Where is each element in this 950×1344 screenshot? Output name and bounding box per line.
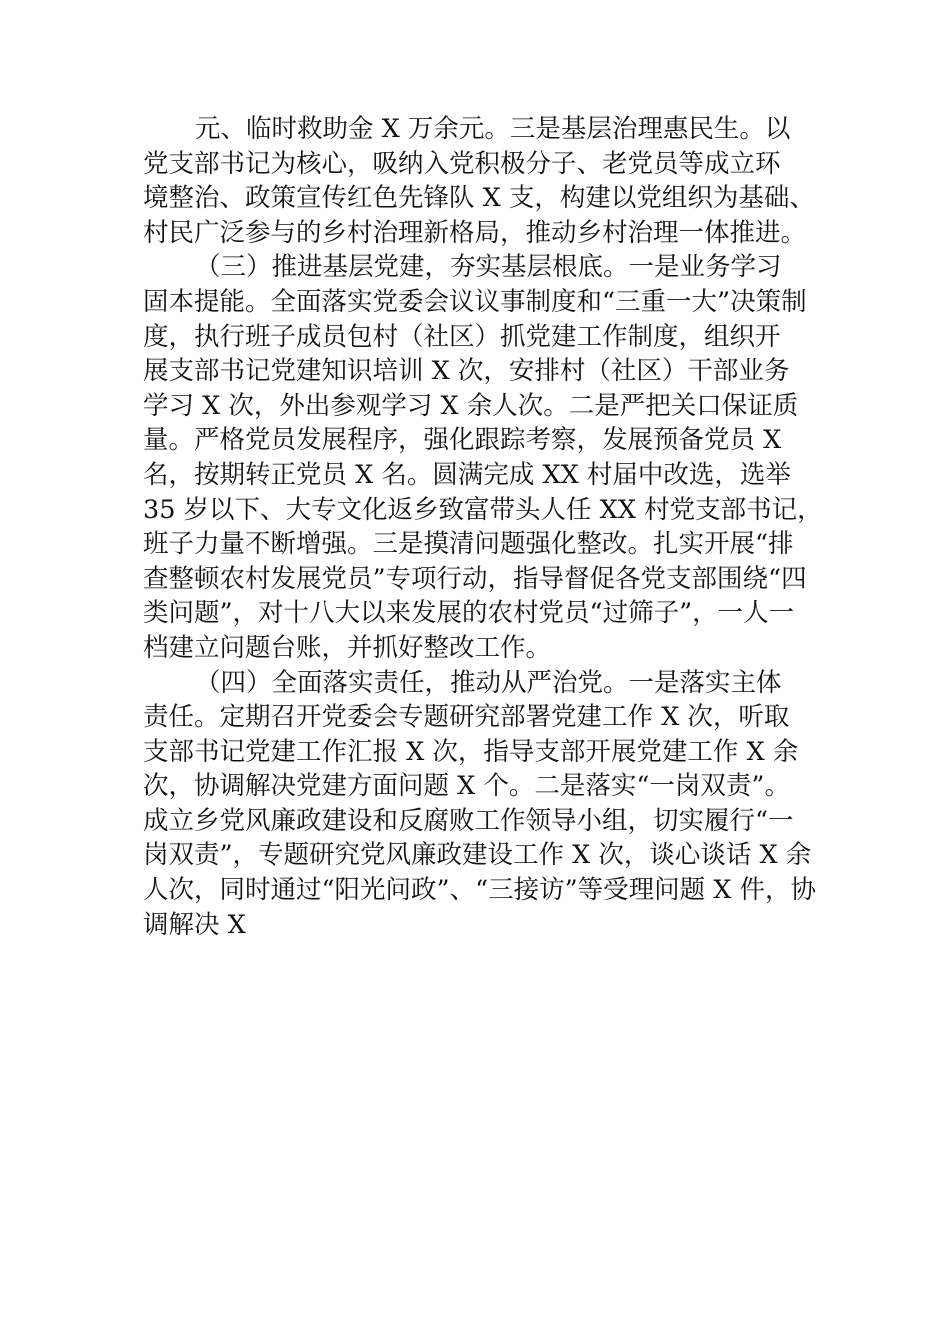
paragraph-line: 人次，同时通过“阳光问政”、“三接访”等受理问题 X 件，协 (143, 875, 817, 906)
paragraph-line: 党支部书记为核心，吸纳入党积极分子、老党员等成立环 (143, 148, 781, 179)
paragraph-line: 类问题”，对十八大以来发展的农村党员“过筛子”，一人一 (143, 598, 795, 629)
paragraph-line: 35 岁以下、大专文化返乡致富带头人任 XX 村党支部书记， (143, 494, 823, 525)
paragraph-line: 元、临时救助金 X 万余元。三是基层治理惠民生。以 (195, 114, 791, 144)
section-heading-line: （四）全面落实责任，推动从严治党。一是落实主体 (195, 667, 782, 698)
document-body (143, 112, 833, 942)
paragraph-line: 量。严格党员发展程序，强化跟踪考察，发展预备党员 X (143, 425, 782, 456)
paragraph-line: 村民广泛参与的乡村治理新格局，推动乡村治理一体推进。 (143, 217, 807, 248)
paragraph-line: 班子力量不断增强。三是摸清问题强化整改。扎实开展“排 (143, 529, 794, 560)
paragraph-line: 成立乡党风廉政建设和反腐败工作领导小组，切实履行“一 (143, 805, 794, 836)
paragraph-line: 支部书记党建工作汇报 X 次，指导支部开展党建工作 X 余 (143, 736, 799, 767)
paragraph-line: 档建立问题台账，并抓好整改工作。 (143, 632, 552, 663)
paragraph-line: 境整治、政策宣传红色先锋队 X 支，构建以党组织为基础、 (143, 183, 815, 214)
paragraph-line: 调解决 X (143, 909, 246, 940)
paragraph-line: 固本提能。全面落实党委会议议事制度和“三重一大”决策制 (143, 286, 807, 317)
paragraph-line: 责任。定期召开党委会专题研究部署党建工作 X 次，听取 (143, 702, 790, 733)
paragraph-line: 度，执行班子成员包村（社区）抓党建工作制度，组织开 (143, 321, 781, 352)
paragraph-line: 查整顿农村发展党员”专项行动，指导督促各党支部围绕“四 (143, 563, 807, 594)
paragraph-line: 名，按期转正党员 X 名。圆满完成 XX 村届中改选，选举 (143, 459, 791, 490)
paragraph-line: 展支部书记党建知识培训 X 次，安排村（社区）干部业务 (143, 356, 790, 387)
paragraph-line: 岗双责”，专题研究党风廉政建设工作 X 次，谈心谈话 X 余 (143, 840, 812, 871)
section-heading-line: （三）推进基层党建，夯实基层根底。一是业务学习 (195, 252, 782, 283)
paragraph-line: 学习 X 次，外出参观学习 X 余人次。二是严把关口保证质 (143, 390, 799, 421)
paragraph-line: 次，协调解决党建方面问题 X 个。二是落实“一岗双责”。 (143, 771, 790, 802)
